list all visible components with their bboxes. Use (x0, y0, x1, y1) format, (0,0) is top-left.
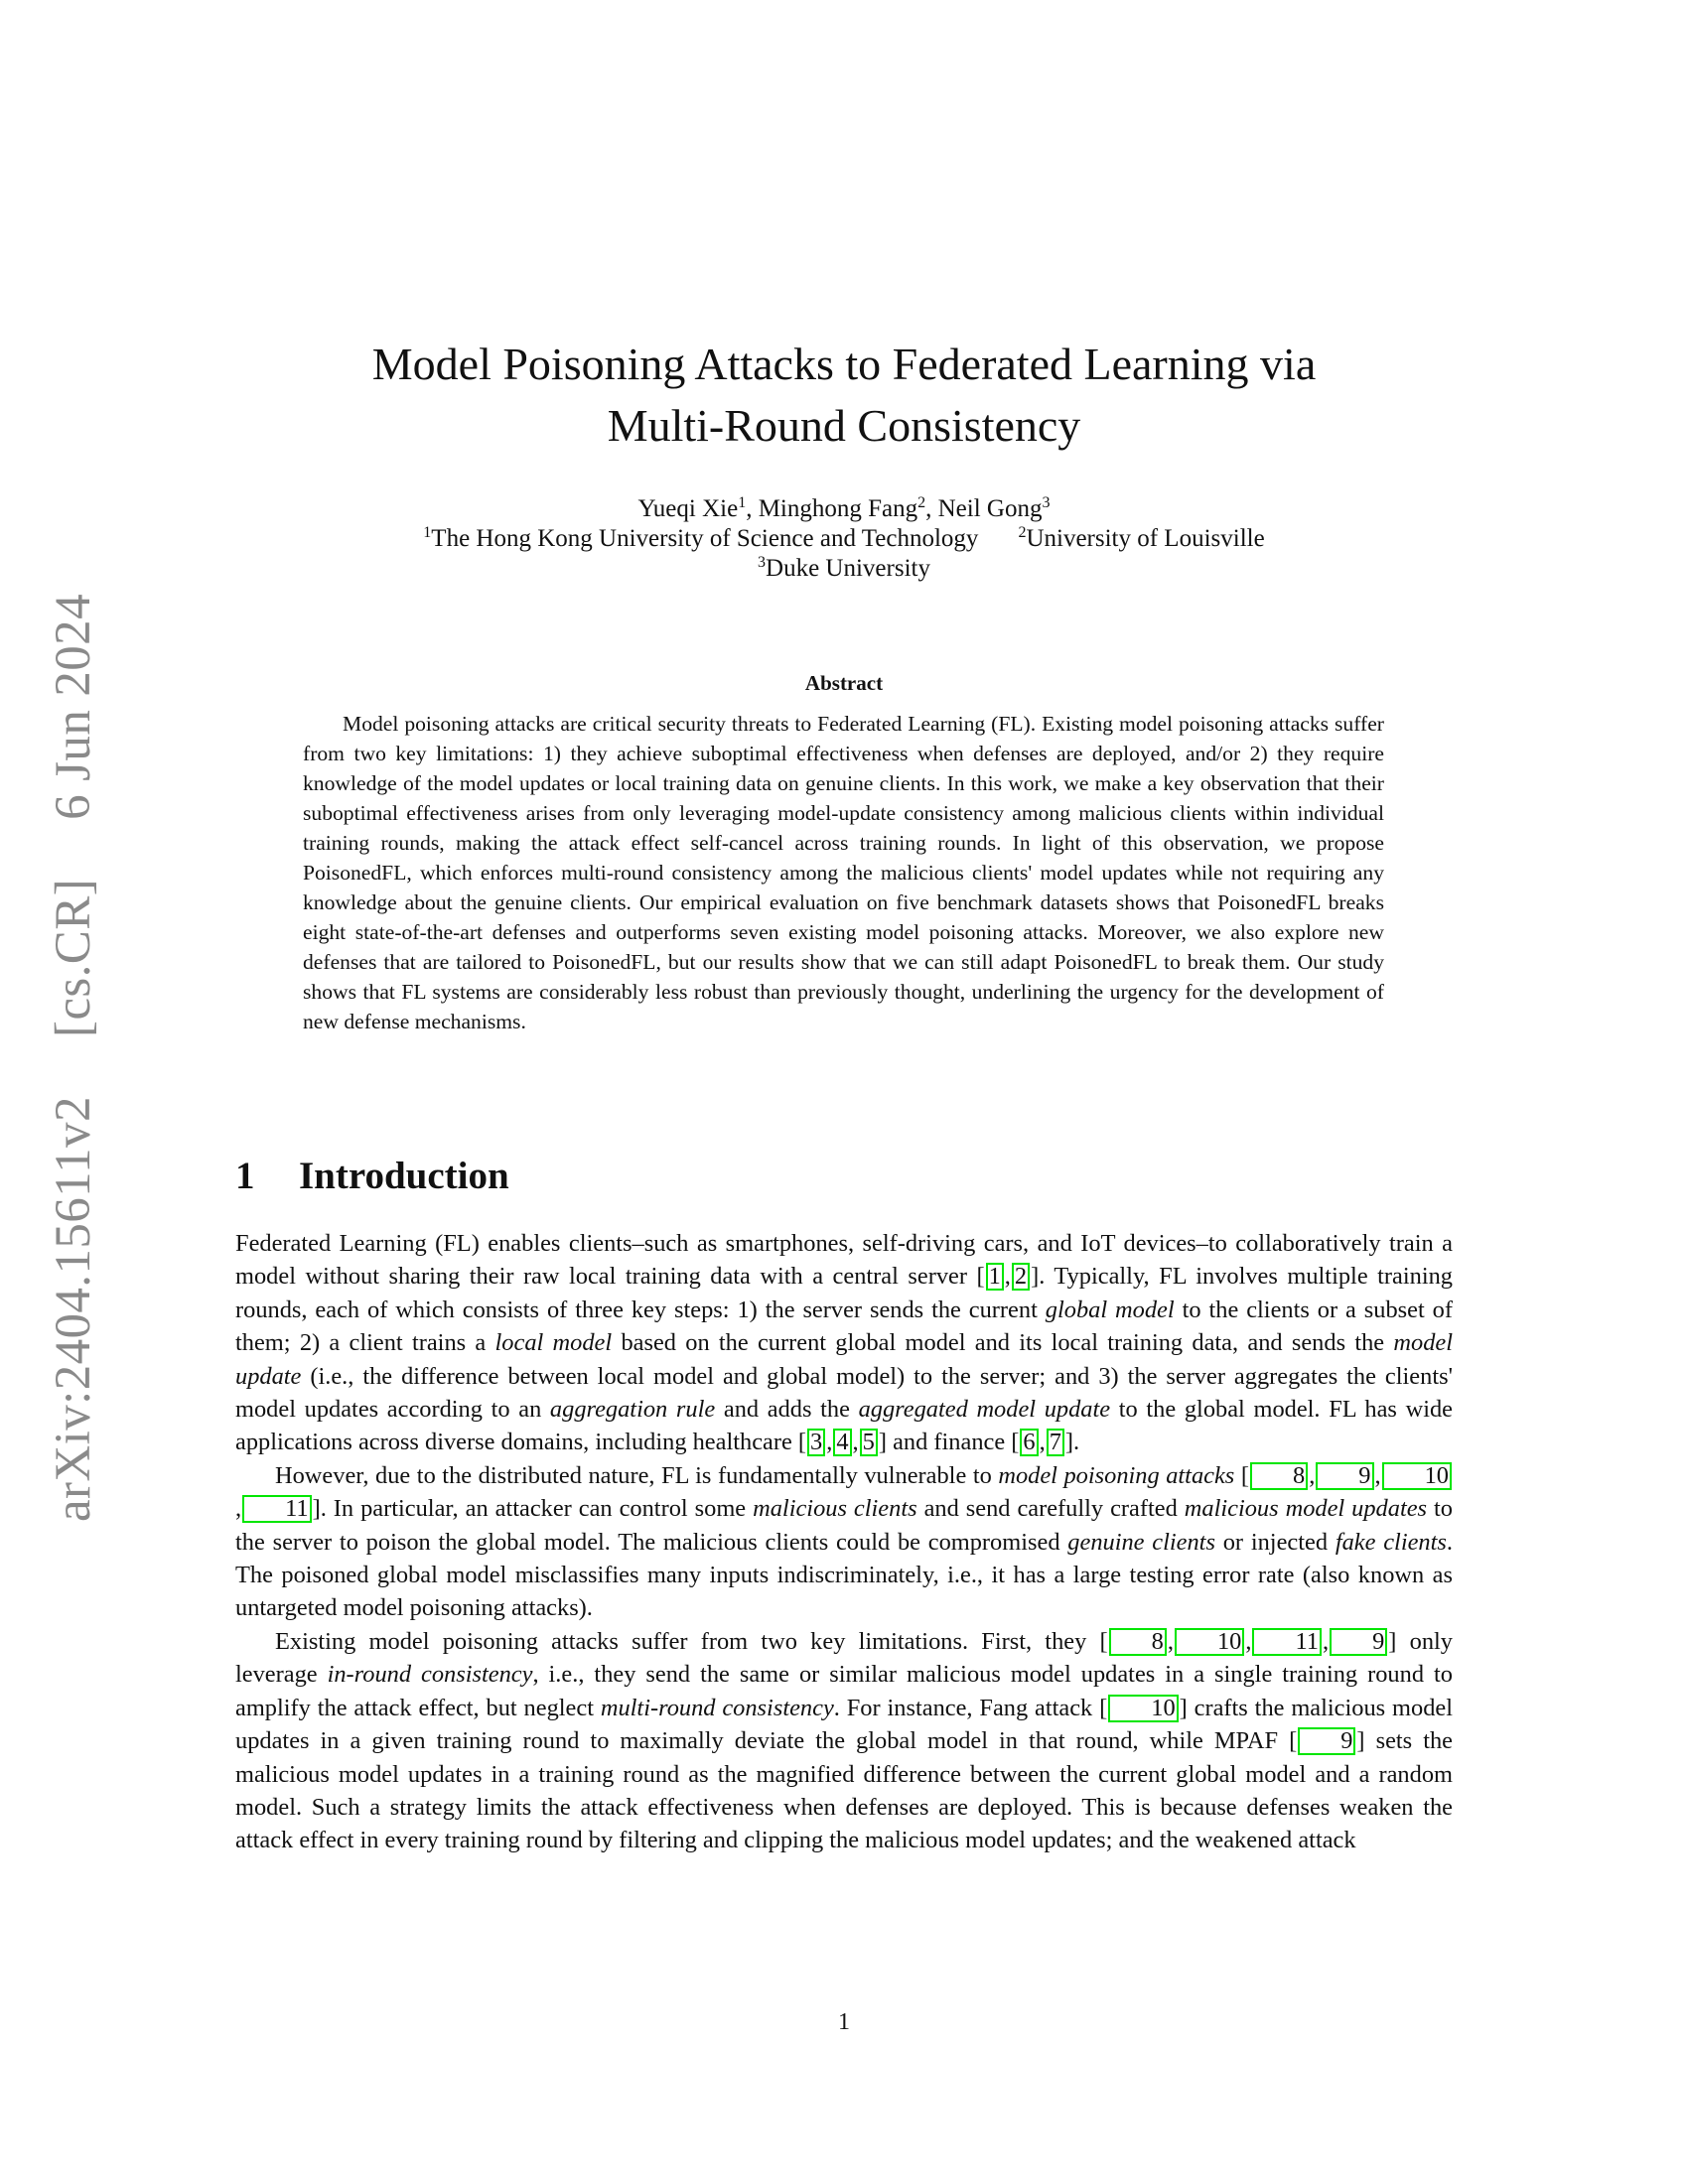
arxiv-date: 6 Jun 2024 (46, 594, 101, 820)
paragraph: Federated Learning (FL) enables clients–such as smartphones, self-driving cars, and IoT devices–to collaboratively train a model without sharing their raw local training data with a central server [ 1 , 2 ]. Typically, FL involves multiple training rounds, each of which consists of three key steps: 1) the server sends the current global model to the clients or a subset of them; 2) a client trains a local model based on the current global model and its local training data, and sends the model update (i.e., the difference between local model and global model) to the server; and 3) the server aggregates the clients' model updates according to an aggregation rule and adds the aggregated model update to the global model. FL has wide applications across diverse domains, including healthcare [ 3 , 4 , 5 ] and finance [ 6 , 7 ]. (235, 1230, 1454, 1456)
citation-link[interactable]: 10 (1382, 1462, 1452, 1490)
text-run: Existing model poisoning attacks suffer from two key limitations. First, they (275, 1627, 1100, 1655)
text-run: However, due to the distributed nature, FL is fundamentally vulnerable to (275, 1461, 999, 1489)
author-sup: 2 (917, 494, 926, 511)
affiliation: Duke University (766, 555, 930, 582)
affiliation: The Hong Kong University of Science and Technology (431, 525, 979, 552)
text-run: sets the malicious model updates in a training round as the magnified difference between the current global model and a random model. Such a strategy limits the attack effectiveness when defenses are deployed. This is because defenses weaken the attack effect in every training round by filtering and clipping the malicious model updates; and the weakened attack (235, 1727, 1453, 1854)
paragraph: Existing model poisoning attacks suffer from two key limitations. First, they [ 8 , 10 , 11 , 9 ] only leverage in-round consistency, i.e., they send the same or similar malicious model updates in a single training round to amplify the attack effect, but neglect multi-round consistency. For instance, Fang attack [ 10 ] crafts the malicious model updates in a given training round to maximally deviate the global model in that round, while MPAF [ 9 ] sets the malicious model updates in a training round as the magnified difference between the current global model and a random model. Such a strategy limits the attack effectiveness when defenses are deployed. This is because defenses weaken the attack effect in every training round by filtering and clipping the malicious model updates; and the weakened attack (235, 1627, 1454, 1854)
citation-link[interactable]: 6 (1020, 1429, 1038, 1456)
text-run: . The poisoned global model misclassifies many inputs indiscriminately, i.e., it has a large testing error rate (also known as untargeted model poisoning attacks). (235, 1528, 1453, 1622)
citation-link[interactable]: 10 (1108, 1695, 1178, 1722)
citation-link[interactable]: 8 (1250, 1462, 1308, 1490)
title-line-1: Model Poisoning Attacks to Federated Learning via (371, 339, 1317, 389)
author-sup: 3 (1042, 494, 1051, 511)
emphasis: malicious model updates (1184, 1495, 1428, 1523)
text-run: Federated Learning (FL) enables clients–such as smartphones, self-driving cars, and IoT devices–to collaboratively train a model without sharing their raw local training data with a central server (235, 1230, 1453, 1291)
emphasis: model poisoning attacks (998, 1461, 1235, 1489)
emphasis: malicious clients (753, 1495, 917, 1523)
citation-link[interactable]: 5 (860, 1429, 878, 1456)
citation-link[interactable]: 9 (1316, 1462, 1373, 1490)
text-run: to the server to poison the global model. The malicious clients could be compromised (235, 1495, 1453, 1556)
abstract-text: Model poisoning attacks are critical security threats to Federated Learning (FL). Existing model poisoning attacks suffer from two key limitations: 1) they achieve suboptimal effectiveness when defenses are deployed, and/or 2) they require knowledge of the model updates or local training data on genuine clients. In this work, we make a key observation that their suboptimal effectiveness arises from only leveraging model-update consistency among malicious clients within individual training rounds, making the attack effect self-cancel across training rounds. In light of this observation, we propose PoisonedFL, which enforces multi-round consistency among the malicious clients' model updates while not requiring any knowledge about the genuine clients. Our empirical evaluation on five benchmark datasets shows that PoisonedFL breaks eight state-of-the-art defenses and outperforms seven existing model poisoning attacks. Moreover, we also explore new defenses that are tailored to PoisonedFL, but our results show that we can still adapt PoisonedFL to break them. Our study shows that FL systems are considerably less robust than previously thought, underlining the urgency for the development of new defense mechanisms. (303, 712, 1384, 1033)
affiliation-sup: 1 (423, 524, 432, 541)
text-run: and adds the (715, 1396, 859, 1424)
emphasis: genuine clients (1067, 1528, 1215, 1556)
citation-link[interactable]: 9 (1298, 1727, 1355, 1755)
body-text (235, 1227, 1453, 1857)
affiliation-row (0, 524, 1688, 554)
author-list: Yueqi Xie$^1$, Minghong Fang$^2$, Neil Gong$^3$ (637, 494, 1051, 522)
text-run: . For instance, Fang attack (833, 1694, 1100, 1721)
arxiv-id: arXiv:2404.15611v2 (46, 1096, 101, 1522)
section-heading (235, 1152, 509, 1201)
abstract (303, 709, 1384, 1036)
text-run: . In particular, an attacker can control some (320, 1495, 754, 1523)
text-run: . Typically, FL involves multiple training rounds, each of which consists of three key steps: 1) the server sends the current (235, 1263, 1453, 1323)
citation-link[interactable]: 1 (986, 1263, 1004, 1291)
text-run: and send carefully crafted (916, 1495, 1185, 1523)
text-run: and finance (886, 1429, 1012, 1456)
page-number: 1 (838, 2009, 850, 2035)
text-run: only leverage (235, 1627, 1453, 1689)
citation-link[interactable]: 10 (1175, 1628, 1244, 1656)
emphasis: aggregated model update (858, 1396, 1111, 1424)
emphasis: local model (494, 1329, 613, 1357)
citation-link[interactable]: 2 (1012, 1263, 1030, 1291)
arxiv-category: [cs.CR] (46, 878, 101, 1038)
text-run: based on the current global model and its local training data, and sends the (612, 1329, 1394, 1357)
affiliation-sup: 2 (1018, 524, 1027, 541)
text-run: to the global model. FL has wide applications across diverse domains, including healthcare (235, 1396, 1453, 1456)
citation-link[interactable]: 11 (242, 1495, 312, 1523)
abstract-heading: Abstract (804, 671, 884, 695)
title-line-2: Multi-Round Consistency (607, 400, 1081, 451)
author-name: Minghong Fang (758, 495, 918, 522)
text-run: . (1073, 1429, 1080, 1456)
author-name: Yueqi Xie (637, 495, 739, 522)
affiliation-row (0, 554, 1688, 584)
paragraph: However, due to the distributed nature, FL is fundamentally vulnerable to model poisoning attacks [ 8 , 9 , 10, 11 ]. In particular, an attacker can control some malicious clients and send carefully crafted malicious model updates to the server to poison the global model. The malicious clients could be compromised genuine clients or injected fake clients. The poisoned global model misclassifies many inputs indiscriminately, i.e., it has a large testing error rate (also known as untargeted model poisoning attacks). (235, 1461, 1453, 1622)
text-run: (i.e., the difference between local model and global model) to the server; and 3) the server aggregates the clients' model updates according to an (235, 1362, 1453, 1424)
citation-link[interactable]: 4 (833, 1429, 851, 1456)
citation-link[interactable]: 9 (1330, 1628, 1387, 1656)
emphasis: global model (1045, 1296, 1175, 1323)
paper-title (0, 334, 1688, 457)
citation-link[interactable]: 11 (1252, 1628, 1322, 1656)
text-run: or injected (1214, 1528, 1336, 1556)
emphasis: aggregation rule (549, 1396, 716, 1424)
text-run: to the clients or a subset of them; 2) a client trains a (235, 1296, 1453, 1357)
emphasis: fake clients (1335, 1528, 1447, 1556)
affiliation-sup: 3 (758, 554, 767, 571)
emphasis: model update (235, 1329, 1454, 1390)
emphasis: multi-round consistency (600, 1694, 834, 1721)
author-sup: 1 (738, 494, 747, 511)
affiliation: University of Louisville (1026, 525, 1265, 552)
author-block (0, 494, 1688, 584)
text-run: crafts the malicious model updates in a given training round to maximally deviate the global model in that round, while MPAF (235, 1694, 1454, 1755)
section-number: 1 (235, 1155, 255, 1197)
text-run (1234, 1462, 1241, 1489)
section-title: Introduction (299, 1155, 509, 1197)
citation-link[interactable]: 8 (1109, 1628, 1167, 1656)
emphasis: in-round consistency (327, 1661, 533, 1689)
text-run: , i.e., they send the same or similar malicious model updates in a single training round to amplify the attack effect, but neglect (235, 1661, 1453, 1721)
citation-link[interactable]: 7 (1047, 1429, 1064, 1456)
arxiv-stamp (46, 594, 101, 1522)
citation-link[interactable]: 3 (807, 1429, 825, 1456)
author-name: Neil Gong (937, 495, 1043, 522)
